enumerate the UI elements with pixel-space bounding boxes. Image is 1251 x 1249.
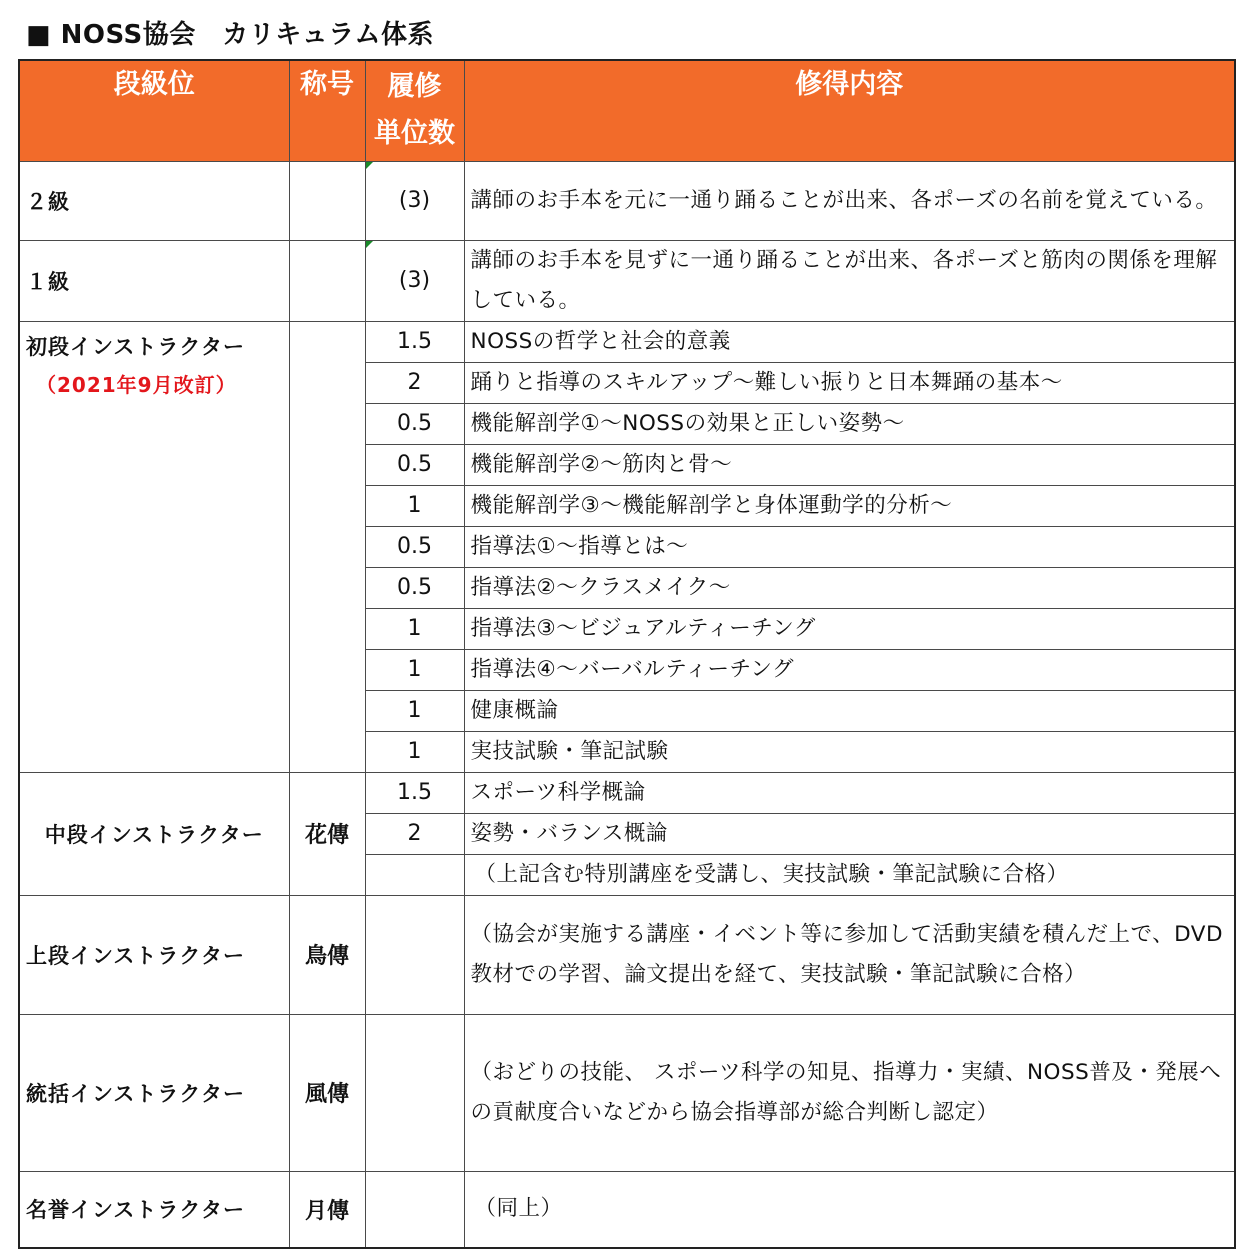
designation-cell: 花傳 xyxy=(289,772,365,895)
grade-cell: 上段インストラクター xyxy=(19,895,289,1014)
units-cell: 1 xyxy=(365,731,464,772)
units-cell: 0.5 xyxy=(365,403,464,444)
content-cell: 健康概論 xyxy=(464,690,1235,731)
header-units-line1: 履修 xyxy=(387,71,442,102)
units-cell: 2 xyxy=(365,813,464,854)
content-cell: （上記含む特別講座を受講し、実技試験・筆記試験に合格） xyxy=(464,854,1235,895)
designation-cell xyxy=(289,161,365,240)
units-cell: 1.5 xyxy=(365,772,464,813)
content-cell: （おどりの技能、 スポーツ科学の知見、指導力・実績、NOSS普及・発展への貢献度合いなどから協会指導部が総合判断し認定） xyxy=(464,1014,1235,1171)
curriculum-table xyxy=(18,59,1236,1249)
header-content: 修得内容 xyxy=(464,60,1235,161)
units-cell xyxy=(365,895,464,1014)
row-tokatsu xyxy=(19,1014,1235,1171)
cell-marker-icon xyxy=(366,241,373,248)
units-cell: 1 xyxy=(365,485,464,526)
content-cell: 講師のお手本を見ずに一通り踊ることが出来、各ポーズと筋肉の関係を理解している。 xyxy=(464,240,1235,321)
units-cell: 2 xyxy=(365,362,464,403)
units-cell: 1 xyxy=(365,608,464,649)
units-cell xyxy=(365,161,464,240)
grade-cell-shodan xyxy=(19,321,289,772)
content-cell: 指導法③～ビジュアルティーチング xyxy=(464,608,1235,649)
units-cell xyxy=(365,1014,464,1171)
units-cell: 1 xyxy=(365,690,464,731)
designation-cell: 鳥傳 xyxy=(289,895,365,1014)
row-kyu1 xyxy=(19,240,1235,321)
header-units-line2: 単位数 xyxy=(374,118,455,149)
content-cell: スポーツ科学概論 xyxy=(464,772,1235,813)
cell-marker-icon xyxy=(366,162,373,169)
units-cell xyxy=(365,1171,464,1248)
content-cell: NOSSの哲学と社会的意義 xyxy=(464,321,1235,362)
row-jodan xyxy=(19,895,1235,1014)
units-value: (3) xyxy=(398,268,431,293)
header-row xyxy=(19,60,1235,161)
content-cell: 指導法①～指導とは～ xyxy=(464,526,1235,567)
units-cell: 1.5 xyxy=(365,321,464,362)
header-units xyxy=(365,60,464,161)
designation-cell xyxy=(289,321,365,772)
grade-cell-chudan: 中段インストラクター xyxy=(19,772,289,895)
grade-label: 初段インストラクター xyxy=(26,334,245,359)
header-designation: 称号 xyxy=(289,60,365,161)
units-cell: 0.5 xyxy=(365,567,464,608)
content-cell: 講師のお手本を元に一通り踊ることが出来、各ポーズの名前を覚えている。 xyxy=(464,161,1235,240)
content-cell: 姿勢・バランス概論 xyxy=(464,813,1235,854)
content-cell: 機能解剖学③～機能解剖学と身体運動学的分析～ xyxy=(464,485,1235,526)
grade-cell: 統括インストラクター xyxy=(19,1014,289,1171)
row-chudan xyxy=(19,772,1235,813)
revision-note: （2021年9月改訂） xyxy=(36,372,237,397)
content-cell: 実技試験・筆記試験 xyxy=(464,731,1235,772)
header-grade: 段級位 xyxy=(19,60,289,161)
content-cell: （協会が実施する講座・イベント等に参加して活動実績を積んだ上で、DVD教材での学習、論文提出を経て、実技試験・筆記試験に合格） xyxy=(464,895,1235,1014)
row-meiyo xyxy=(19,1171,1235,1248)
designation-cell xyxy=(289,240,365,321)
row-kyu2 xyxy=(19,161,1235,240)
units-cell xyxy=(365,240,464,321)
grade-cell: ２級 xyxy=(19,161,289,240)
content-cell: 指導法④～バーバルティーチング xyxy=(464,649,1235,690)
content-cell: （同上） xyxy=(464,1171,1235,1248)
units-cell: 0.5 xyxy=(365,444,464,485)
designation-cell: 月傳 xyxy=(289,1171,365,1248)
page-title: ■ NOSS協会 カリキュラム体系 xyxy=(26,20,435,50)
grade-cell: １級 xyxy=(19,240,289,321)
units-value: (3) xyxy=(398,188,431,213)
designation-cell: 風傳 xyxy=(289,1014,365,1171)
content-cell: 踊りと指導のスキルアップ～難しい振りと日本舞踊の基本～ xyxy=(464,362,1235,403)
row-shodan xyxy=(19,321,1235,362)
content-cell: 機能解剖学①～NOSSの効果と正しい姿勢～ xyxy=(464,403,1235,444)
content-cell: 指導法②～クラスメイク～ xyxy=(464,567,1235,608)
units-cell xyxy=(365,854,464,895)
units-cell: 1 xyxy=(365,649,464,690)
units-cell: 0.5 xyxy=(365,526,464,567)
content-cell: 機能解剖学②～筋肉と骨～ xyxy=(464,444,1235,485)
grade-cell: 名誉インストラクター xyxy=(19,1171,289,1248)
